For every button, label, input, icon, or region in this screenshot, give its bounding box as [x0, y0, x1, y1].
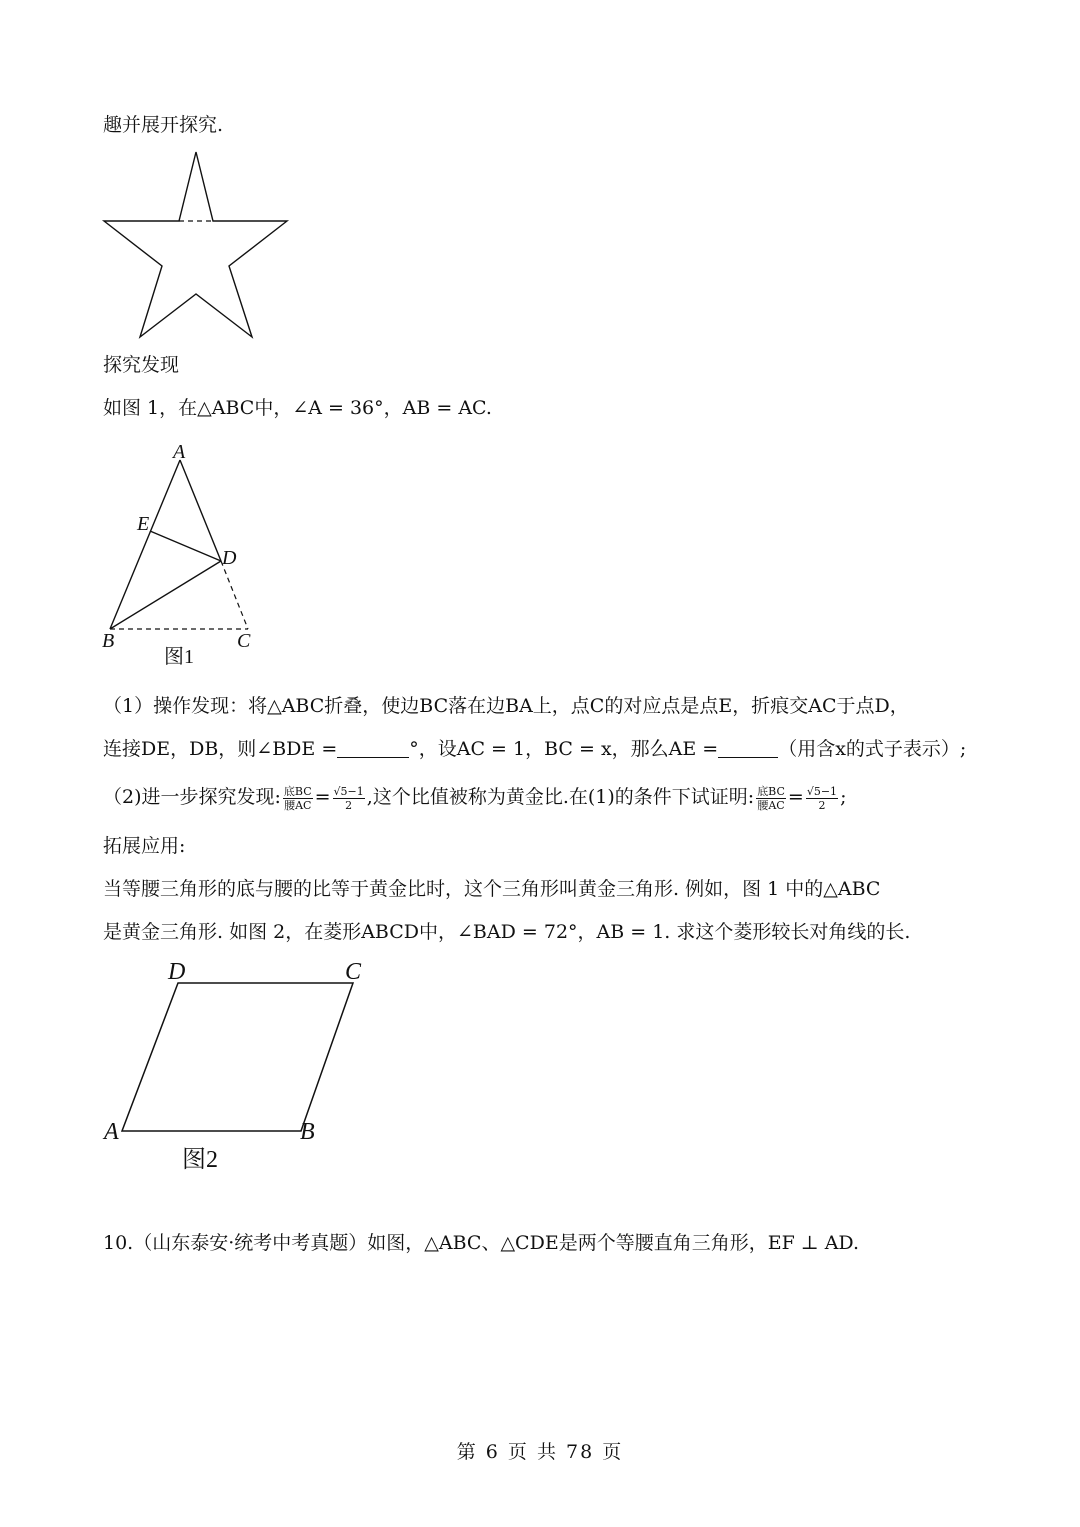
- label-D: D: [222, 547, 237, 569]
- label-D: D: [168, 959, 186, 985]
- golden-ratio-fraction-2: [806, 785, 838, 812]
- star-outline: [104, 152, 287, 337]
- edge-DC-dashed: [221, 561, 248, 629]
- intro-line: 趣并展开探究.: [103, 114, 224, 136]
- ratio-fraction: [283, 785, 313, 812]
- figure-1-triangle: [98, 440, 268, 672]
- figure1-statement: 如图 1，在△ABC中，∠A = 36°，AB = AC.: [103, 397, 492, 419]
- golden-denominator: 2: [345, 798, 353, 812]
- page-footer: 第 6 页 共 78 页: [456, 1441, 624, 1463]
- ratio-denominator: 腰AC: [284, 798, 312, 812]
- q2-suffix: ;: [840, 786, 847, 808]
- rhombus-outline: [122, 983, 353, 1131]
- golden-numerator-2: √5−1: [806, 784, 838, 798]
- problem-10: 10.（山东泰安·统考中考真题）如图，△ABC、△CDE是两个等腰直角三角形，EF ⊥ AD.: [103, 1232, 860, 1254]
- figure-2-rhombus: [100, 955, 370, 1180]
- question-2-line: [103, 784, 846, 812]
- label-E: E: [137, 513, 150, 535]
- answer-blank-ae[interactable]: [718, 739, 778, 758]
- label-A: A: [173, 441, 186, 463]
- golden-ratio-fraction: [333, 785, 365, 812]
- answer-blank-bde[interactable]: [337, 739, 409, 758]
- label-B: B: [102, 630, 115, 652]
- extend-line-2: 是黄金三角形. 如图 2，在菱形ABCD中，∠BAD = 72°，AB = 1. 求这个菱形较长对角线的长.: [103, 921, 911, 943]
- q1-hint: （用含x的式子表示）;: [778, 738, 967, 760]
- golden-denominator-2: 2: [818, 798, 826, 812]
- q1-ae-prompt: °，设AC = 1，BC = x，那么AE =: [409, 738, 719, 760]
- label-A: A: [104, 1119, 119, 1145]
- label-C: C: [345, 959, 362, 985]
- equals-sign-2: =: [787, 786, 804, 808]
- ratio-fraction-2: [756, 785, 786, 812]
- figure1-caption: 图1: [164, 646, 194, 668]
- edge-AB: [110, 460, 180, 629]
- section-explore-title: 探究发现: [103, 354, 180, 376]
- golden-numerator: √5−1: [333, 784, 364, 798]
- edge-BD: [110, 561, 221, 629]
- q2-prefix: （2)进一步探究发现:: [103, 786, 281, 808]
- extend-line-1: 当等腰三角形的底与腰的比等于黄金比时，这个三角形叫黄金三角形. 例如，图 1 中的△ABC: [103, 878, 881, 900]
- question-1-line1: （1）操作发现：将△ABC折叠，使边BC落在边BA上，点C的对应点是点E，折痕交AC于点D，: [103, 695, 909, 717]
- ratio-numerator-2: 底BC: [757, 784, 785, 798]
- question-1-line2: [103, 736, 966, 762]
- figure2-caption: 图2: [182, 1147, 218, 1173]
- ratio-denominator-2: 腰AC: [757, 798, 785, 812]
- label-B: B: [300, 1119, 315, 1145]
- star-figure: [100, 148, 292, 342]
- equals-sign: =: [314, 786, 331, 808]
- q1-bde-prompt: 连接DE，DB，则∠BDE =: [103, 738, 338, 760]
- q2-middle-text: ,这个比值被称为黄金比.在(1)的条件下试证明:: [366, 786, 755, 808]
- ratio-numerator: 底BC: [283, 784, 312, 798]
- section-extend-title: 拓展应用:: [103, 835, 186, 857]
- label-C: C: [237, 630, 251, 652]
